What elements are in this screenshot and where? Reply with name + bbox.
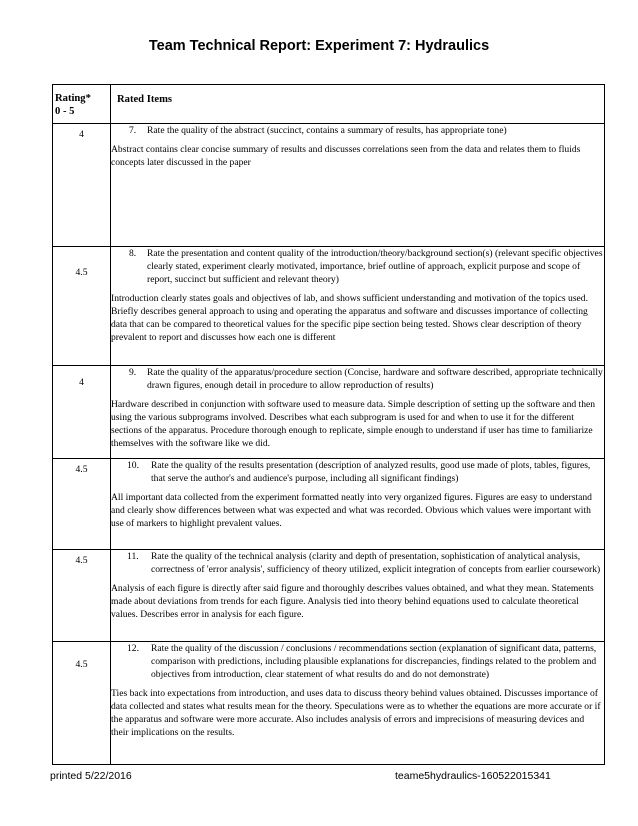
rating-value: 4: [79, 129, 84, 140]
item-number: 9.: [129, 367, 137, 378]
items-column-header: [111, 85, 605, 124]
feedback-text: Analysis of each figure is directly after said figure and thoroughly describes values obtained, and what they mean. Statements made about deviations from trends for each figure. Analysis tied into theory behind equations used to calculate theoretical values. Describes error in analysis for each figure.: [111, 583, 594, 620]
rating-value: 4.5: [75, 464, 88, 475]
rating-column-header: [53, 85, 111, 124]
rating-value: 4: [79, 377, 84, 388]
rated-item-question: [111, 642, 604, 681]
rating-cell: [53, 459, 111, 550]
question-text: Rate the quality of the apparatus/procedure section (Concise, hardware and software described, appropriate technically drawn figures, enough detail in procedure to allow reproduction of results): [147, 367, 603, 391]
table-row: [53, 366, 605, 459]
feedback-text: Hardware described in conjunction with software used to measure data. Simple description of setting up the software and then using the various subprograms involved. Describes what each subprogram is used for and when to use it for the different sections of the apparatus. Procedure thorough enough to replicate, simple enough to understand if user has time to familiarize themselves with the software like we did.: [111, 399, 596, 449]
table-row: [53, 247, 605, 366]
rated-item-cell: [111, 642, 605, 765]
rating-header-range: 0 - 5: [55, 106, 75, 117]
rated-item-question: [111, 550, 604, 576]
rated-item-question: [111, 459, 604, 485]
feedback-text: Ties back into expectations from introduction, and uses data to discuss theory behind values obtained. Discusses importance of data collected and states what results mean for the theory. Speculations were as to whether the equations are more accurate or if the apparatus and software were more accurate. Also includes analysis of errors and imprecisions of measuring devices and their implications on the results.: [111, 688, 601, 738]
table-row: [53, 459, 605, 550]
rating-cell: [53, 642, 111, 765]
question-text: Rate the presentation and content quality of the introduction/theory/background section(s) (relevant specific objectives clearly stated, experiment clearly motivated, importance, brief outline of approach, explicit purpose and scope of report, succinct but sufficient and relevant theory): [147, 248, 603, 285]
rating-cell: [53, 550, 111, 642]
rating-value: 4.5: [75, 267, 88, 278]
table-row: [53, 642, 605, 765]
item-number: 8.: [129, 248, 137, 259]
item-number: 12.: [127, 643, 139, 654]
rating-value: 4.5: [75, 659, 88, 670]
table-header-row: [53, 85, 605, 124]
rating-header-label: Rating*: [55, 93, 91, 104]
item-number: 10.: [127, 460, 139, 471]
rated-item-question: [111, 247, 604, 286]
rated-item-cell: [111, 247, 605, 366]
rated-item-question: [111, 124, 604, 137]
table-row: [53, 550, 605, 642]
rated-item-question: [111, 366, 604, 392]
rated-item-cell: [111, 550, 605, 642]
question-text: Rate the quality of the abstract (succinct, contains a summary of results, has appropriate tone): [147, 125, 507, 136]
document-title: Team Technical Report: Experiment 7: Hydraulics: [148, 38, 490, 54]
rated-item-cell: [111, 366, 605, 459]
question-text: Rate the quality of the results presentation (description of analyzed results, good use made of plots, tables, figures, that serve the author's and audience's purpose, including all significant findings): [151, 460, 591, 484]
feedback-text: Abstract contains clear concise summary of results and discusses correlations seen from the data and relates them to fluids concepts later discussed in the paper: [111, 144, 581, 168]
print-date: printed 5/22/2016: [50, 770, 132, 782]
rating-value: 4.5: [75, 555, 88, 566]
item-number: 11.: [127, 551, 139, 562]
rating-cell: [53, 366, 111, 459]
rating-cell: [53, 124, 111, 247]
feedback-text: Introduction clearly states goals and objectives of lab, and shows sufficient understanding and motivation of the topics used. Briefly describes general approach to using and operating the apparatus and software and discusses importance of collecting data that can be compared to theoretical values for the specific pipe section being tested. Shows clear description of theory prevalent to report and discusses how each one is different: [111, 293, 589, 343]
rating-table: [52, 84, 605, 765]
question-text: Rate the quality of the technical analysis (clarity and depth of presentation, sophistication of analytical analysis, correctness of 'error analysis', sufficiency of theory utilized, explicit integration of concepts from earlier coursework): [151, 551, 601, 575]
feedback-text: All important data collected from the experiment formatted neatly into very organized figures. Figures are easy to understand and clearly show differences between what was expected and what was recorded. Obvious which values were important with use of markers to highlight prevalent values.: [111, 492, 592, 529]
item-number: 7.: [129, 125, 137, 136]
items-header-label: Rated Items: [117, 94, 173, 105]
question-text: Rate the quality of the discussion / conclusions / recommendations section (explanation of significant data, patterns, comparison with predictions, including plausible explanations for discrepancies, findings related to the problem and objectives from introduction, clear statement of what results do and do not demonstrate): [151, 643, 597, 680]
rating-cell: [53, 247, 111, 366]
rated-item-cell: [111, 459, 605, 550]
document-id: teame5hydraulics-160522015341: [395, 770, 551, 782]
table-row: [53, 124, 605, 247]
rated-item-cell: [111, 124, 605, 247]
